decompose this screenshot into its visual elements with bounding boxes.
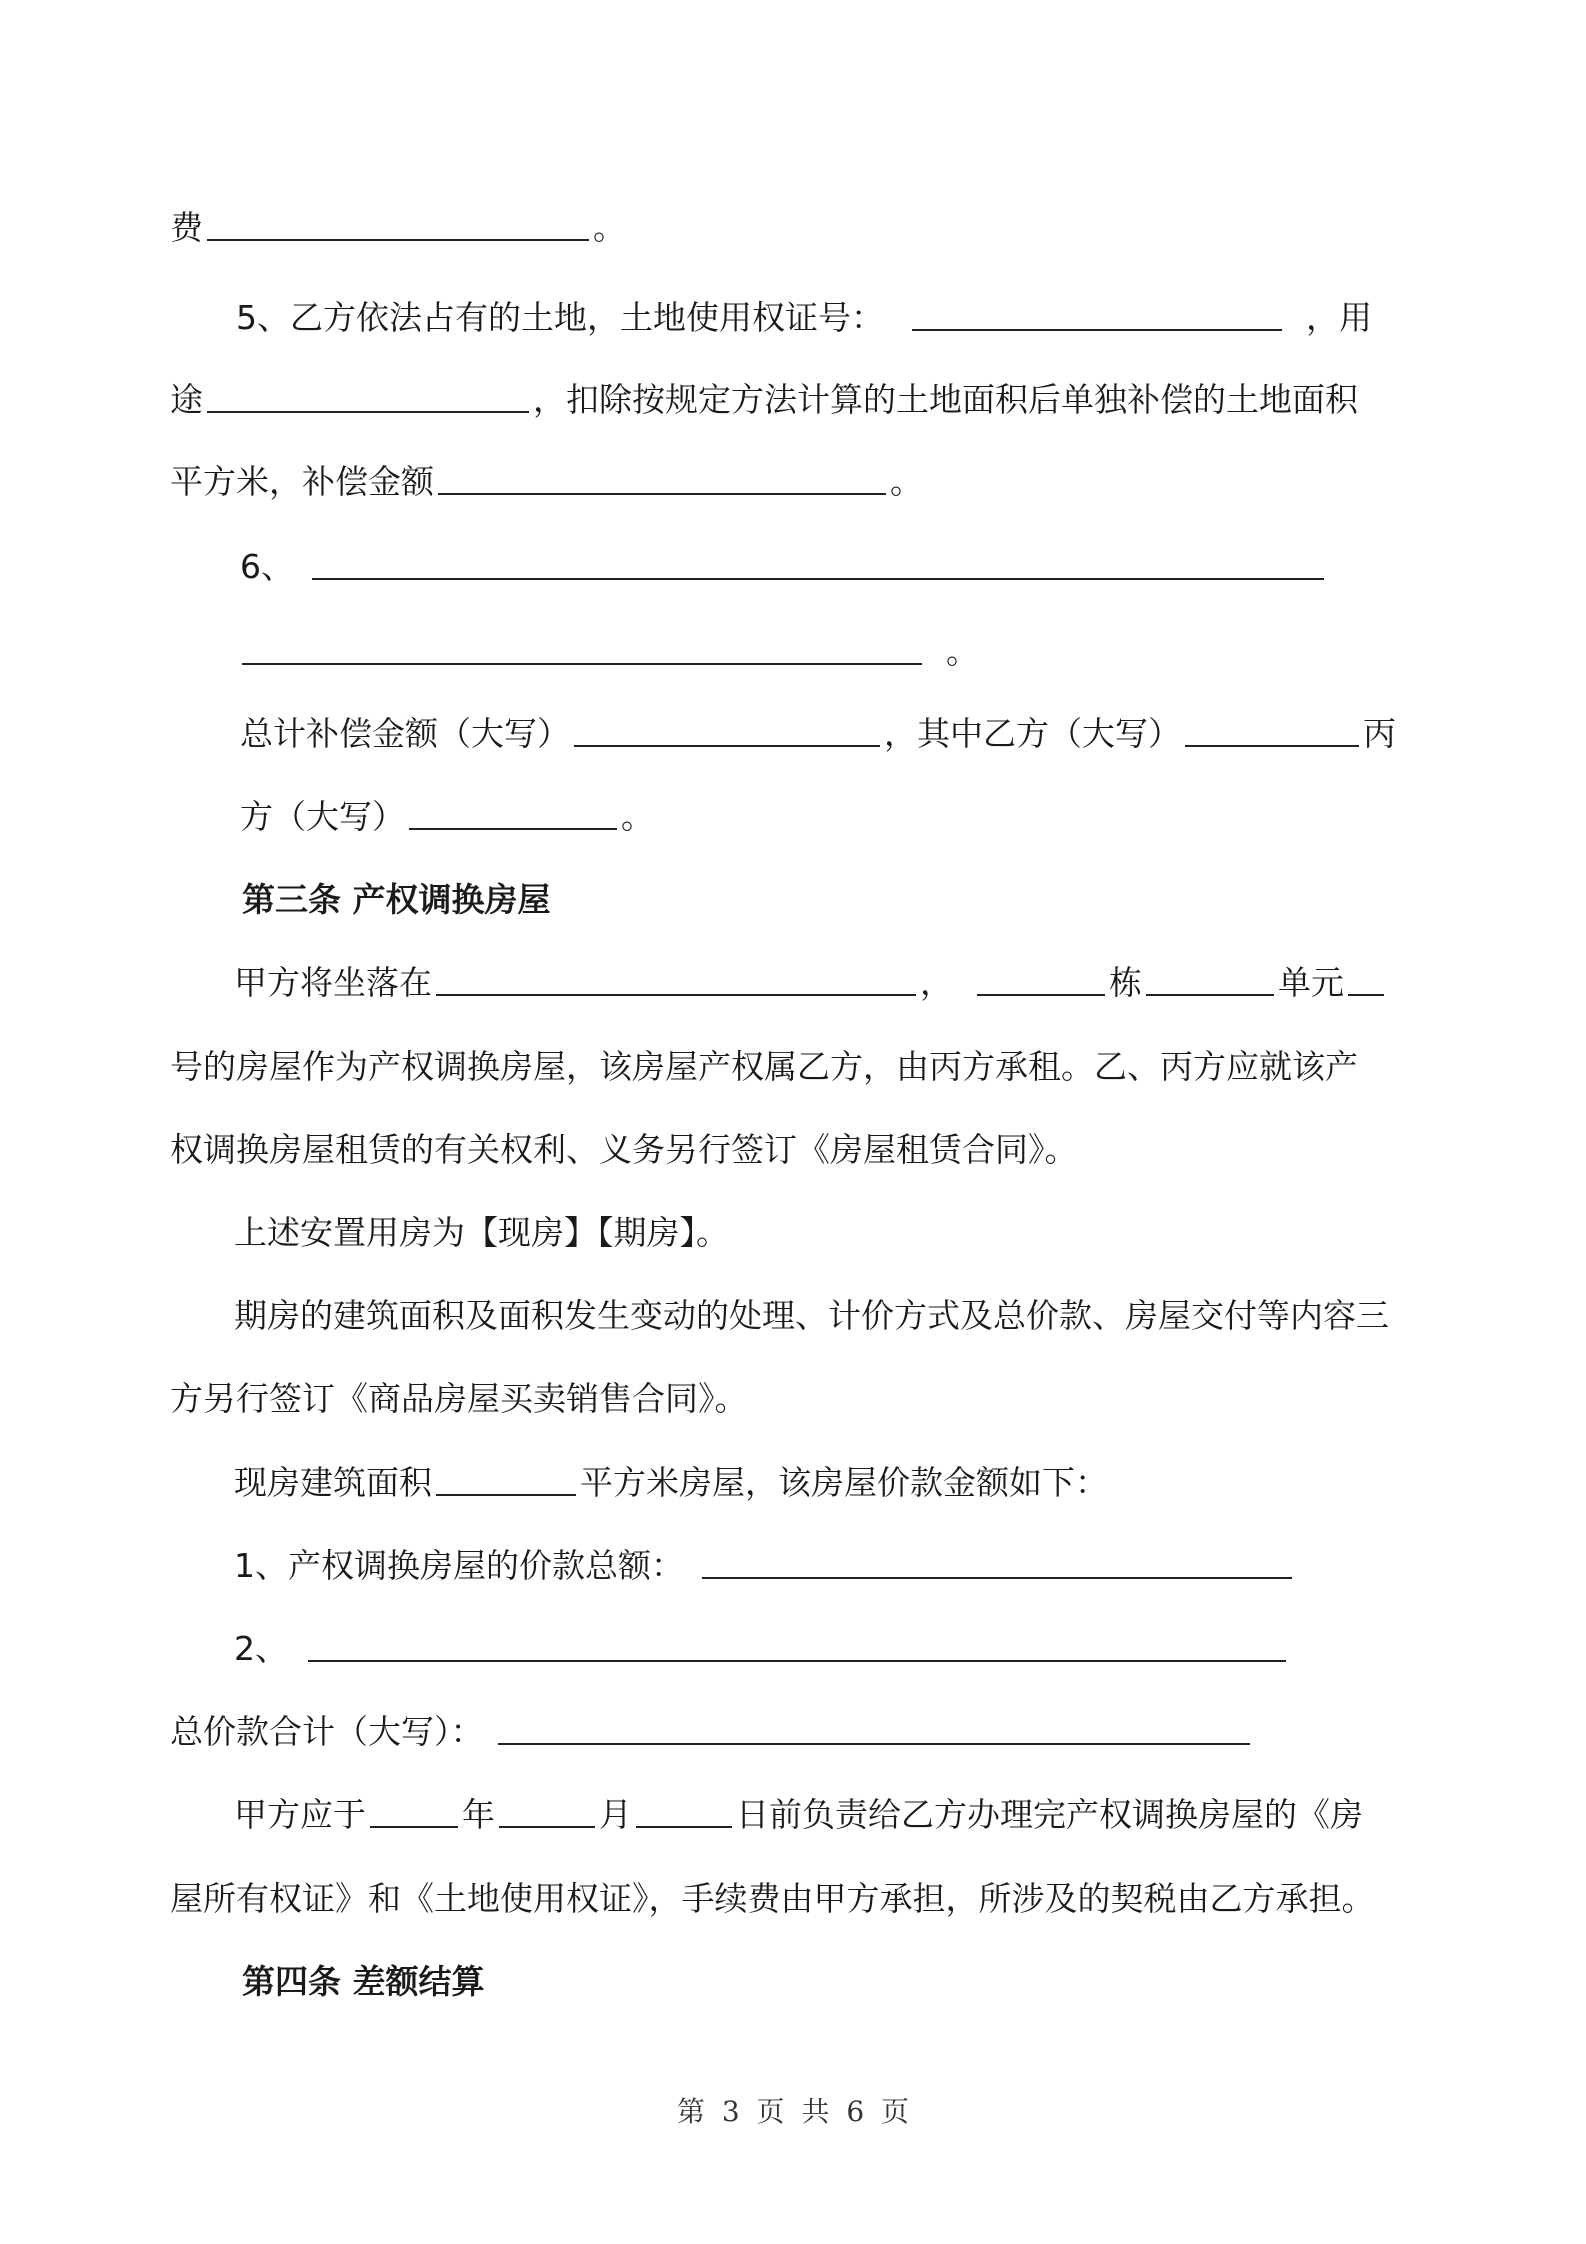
blank-field[interactable] <box>438 463 886 495</box>
text: 途 <box>170 380 203 419</box>
section-heading <box>242 1960 485 2004</box>
blank-field[interactable] <box>1146 964 1274 996</box>
text: 期房的建筑面积及面积发生变动的处理、计价方式及总价款、房屋交付等内容三 <box>234 1296 1389 1335</box>
text-line <box>170 1045 1358 1089</box>
text-line <box>234 1544 1296 1588</box>
blank-field[interactable] <box>1348 964 1384 996</box>
text-line <box>234 1627 1290 1671</box>
text: 费 <box>170 208 203 247</box>
text: 。 <box>593 208 626 247</box>
blank-field[interactable] <box>436 1464 576 1496</box>
text-line <box>240 545 1328 589</box>
text: 现房建筑面积 <box>234 1463 432 1502</box>
text-line <box>240 712 1396 756</box>
blank-field[interactable] <box>207 209 589 241</box>
text: 方另行签订《商品房屋买卖销售合同》。 <box>170 1379 748 1418</box>
blank-field[interactable] <box>370 1796 458 1828</box>
blank-field[interactable] <box>702 1547 1292 1579</box>
text: 丙 <box>1363 714 1396 753</box>
text: ，其中乙方（大写） <box>884 714 1181 753</box>
text: 月 <box>599 1795 632 1834</box>
text-line <box>170 1377 748 1421</box>
text: 日前负责给乙方办理完产权调换房屋的《房 <box>736 1795 1363 1834</box>
text: 甲方应于 <box>234 1795 366 1834</box>
heading-text: 第四条 差额结算 <box>242 1962 485 2001</box>
text: 。 <box>946 632 979 671</box>
text: 甲方将坐落在 <box>234 963 432 1002</box>
blank-field[interactable] <box>499 1796 595 1828</box>
text: 6、 <box>240 547 294 586</box>
text-line <box>170 1128 1078 1172</box>
text: 年 <box>462 1795 495 1834</box>
text-line <box>234 1793 1363 1837</box>
text: 号的房屋作为产权调换房屋，该房屋产权属乙方，由丙方承租。乙、丙方应就该产 <box>170 1047 1358 1086</box>
text-line <box>170 206 626 250</box>
blank-field[interactable] <box>436 964 916 996</box>
heading-text: 第三条 产权调换房屋 <box>242 880 551 919</box>
text-line <box>236 296 1372 340</box>
text: 权调换房屋租赁的有关权利、义务另行签订《房屋租赁合同》。 <box>170 1130 1078 1169</box>
text-line <box>170 378 1358 422</box>
text-line <box>170 460 923 504</box>
text-line <box>234 1211 729 1255</box>
blank-field[interactable] <box>242 633 922 665</box>
text: 平方米，补偿金额 <box>170 462 434 501</box>
text: 。 <box>621 797 654 836</box>
text: 1、产权调换房屋的价款总额： <box>234 1546 684 1585</box>
blank-field[interactable] <box>574 715 880 747</box>
text-line <box>240 795 654 839</box>
blank-field[interactable] <box>1185 715 1359 747</box>
text: 栋 <box>1109 963 1142 1002</box>
text-line <box>234 1461 1108 1505</box>
text-line <box>234 961 1388 1005</box>
blank-field[interactable] <box>912 299 1282 331</box>
section-heading <box>242 878 551 922</box>
text-line <box>238 630 979 674</box>
blank-field[interactable] <box>207 381 529 413</box>
page-footer: 第 3 页 共 6 页 <box>676 2095 910 2128</box>
text-line <box>170 1710 1254 1754</box>
text: ，用 <box>1306 298 1372 337</box>
text: 总计补偿金额（大写） <box>240 714 570 753</box>
text: 2、 <box>234 1629 288 1668</box>
text: 5、乙方依法占有的土地，土地使用权证号： <box>236 298 884 337</box>
text: 平方米房屋，该房屋价款金额如下： <box>580 1463 1108 1502</box>
text: 总价款合计（大写）： <box>170 1712 484 1751</box>
text: 上述安置用房为【现房】【期房】。 <box>234 1213 729 1252</box>
text: 屋所有权证》和《土地使用权证》，手续费由甲方承担，所涉及的契税由乙方承担。 <box>170 1879 1375 1918</box>
blank-field[interactable] <box>308 1630 1286 1662</box>
text: ， <box>920 963 953 1002</box>
blank-field[interactable] <box>409 798 617 830</box>
text: ，扣除按规定方法计算的土地面积后单独补偿的土地面积 <box>533 380 1358 419</box>
text: 。 <box>890 462 923 501</box>
text: 方（大写） <box>240 797 405 836</box>
text-line <box>234 1294 1389 1338</box>
blank-field[interactable] <box>977 964 1105 996</box>
blank-field[interactable] <box>312 548 1324 580</box>
text-line <box>170 1877 1375 1921</box>
text: 单元 <box>1278 963 1344 1002</box>
blank-field[interactable] <box>498 1713 1250 1745</box>
blank-field[interactable] <box>636 1796 732 1828</box>
